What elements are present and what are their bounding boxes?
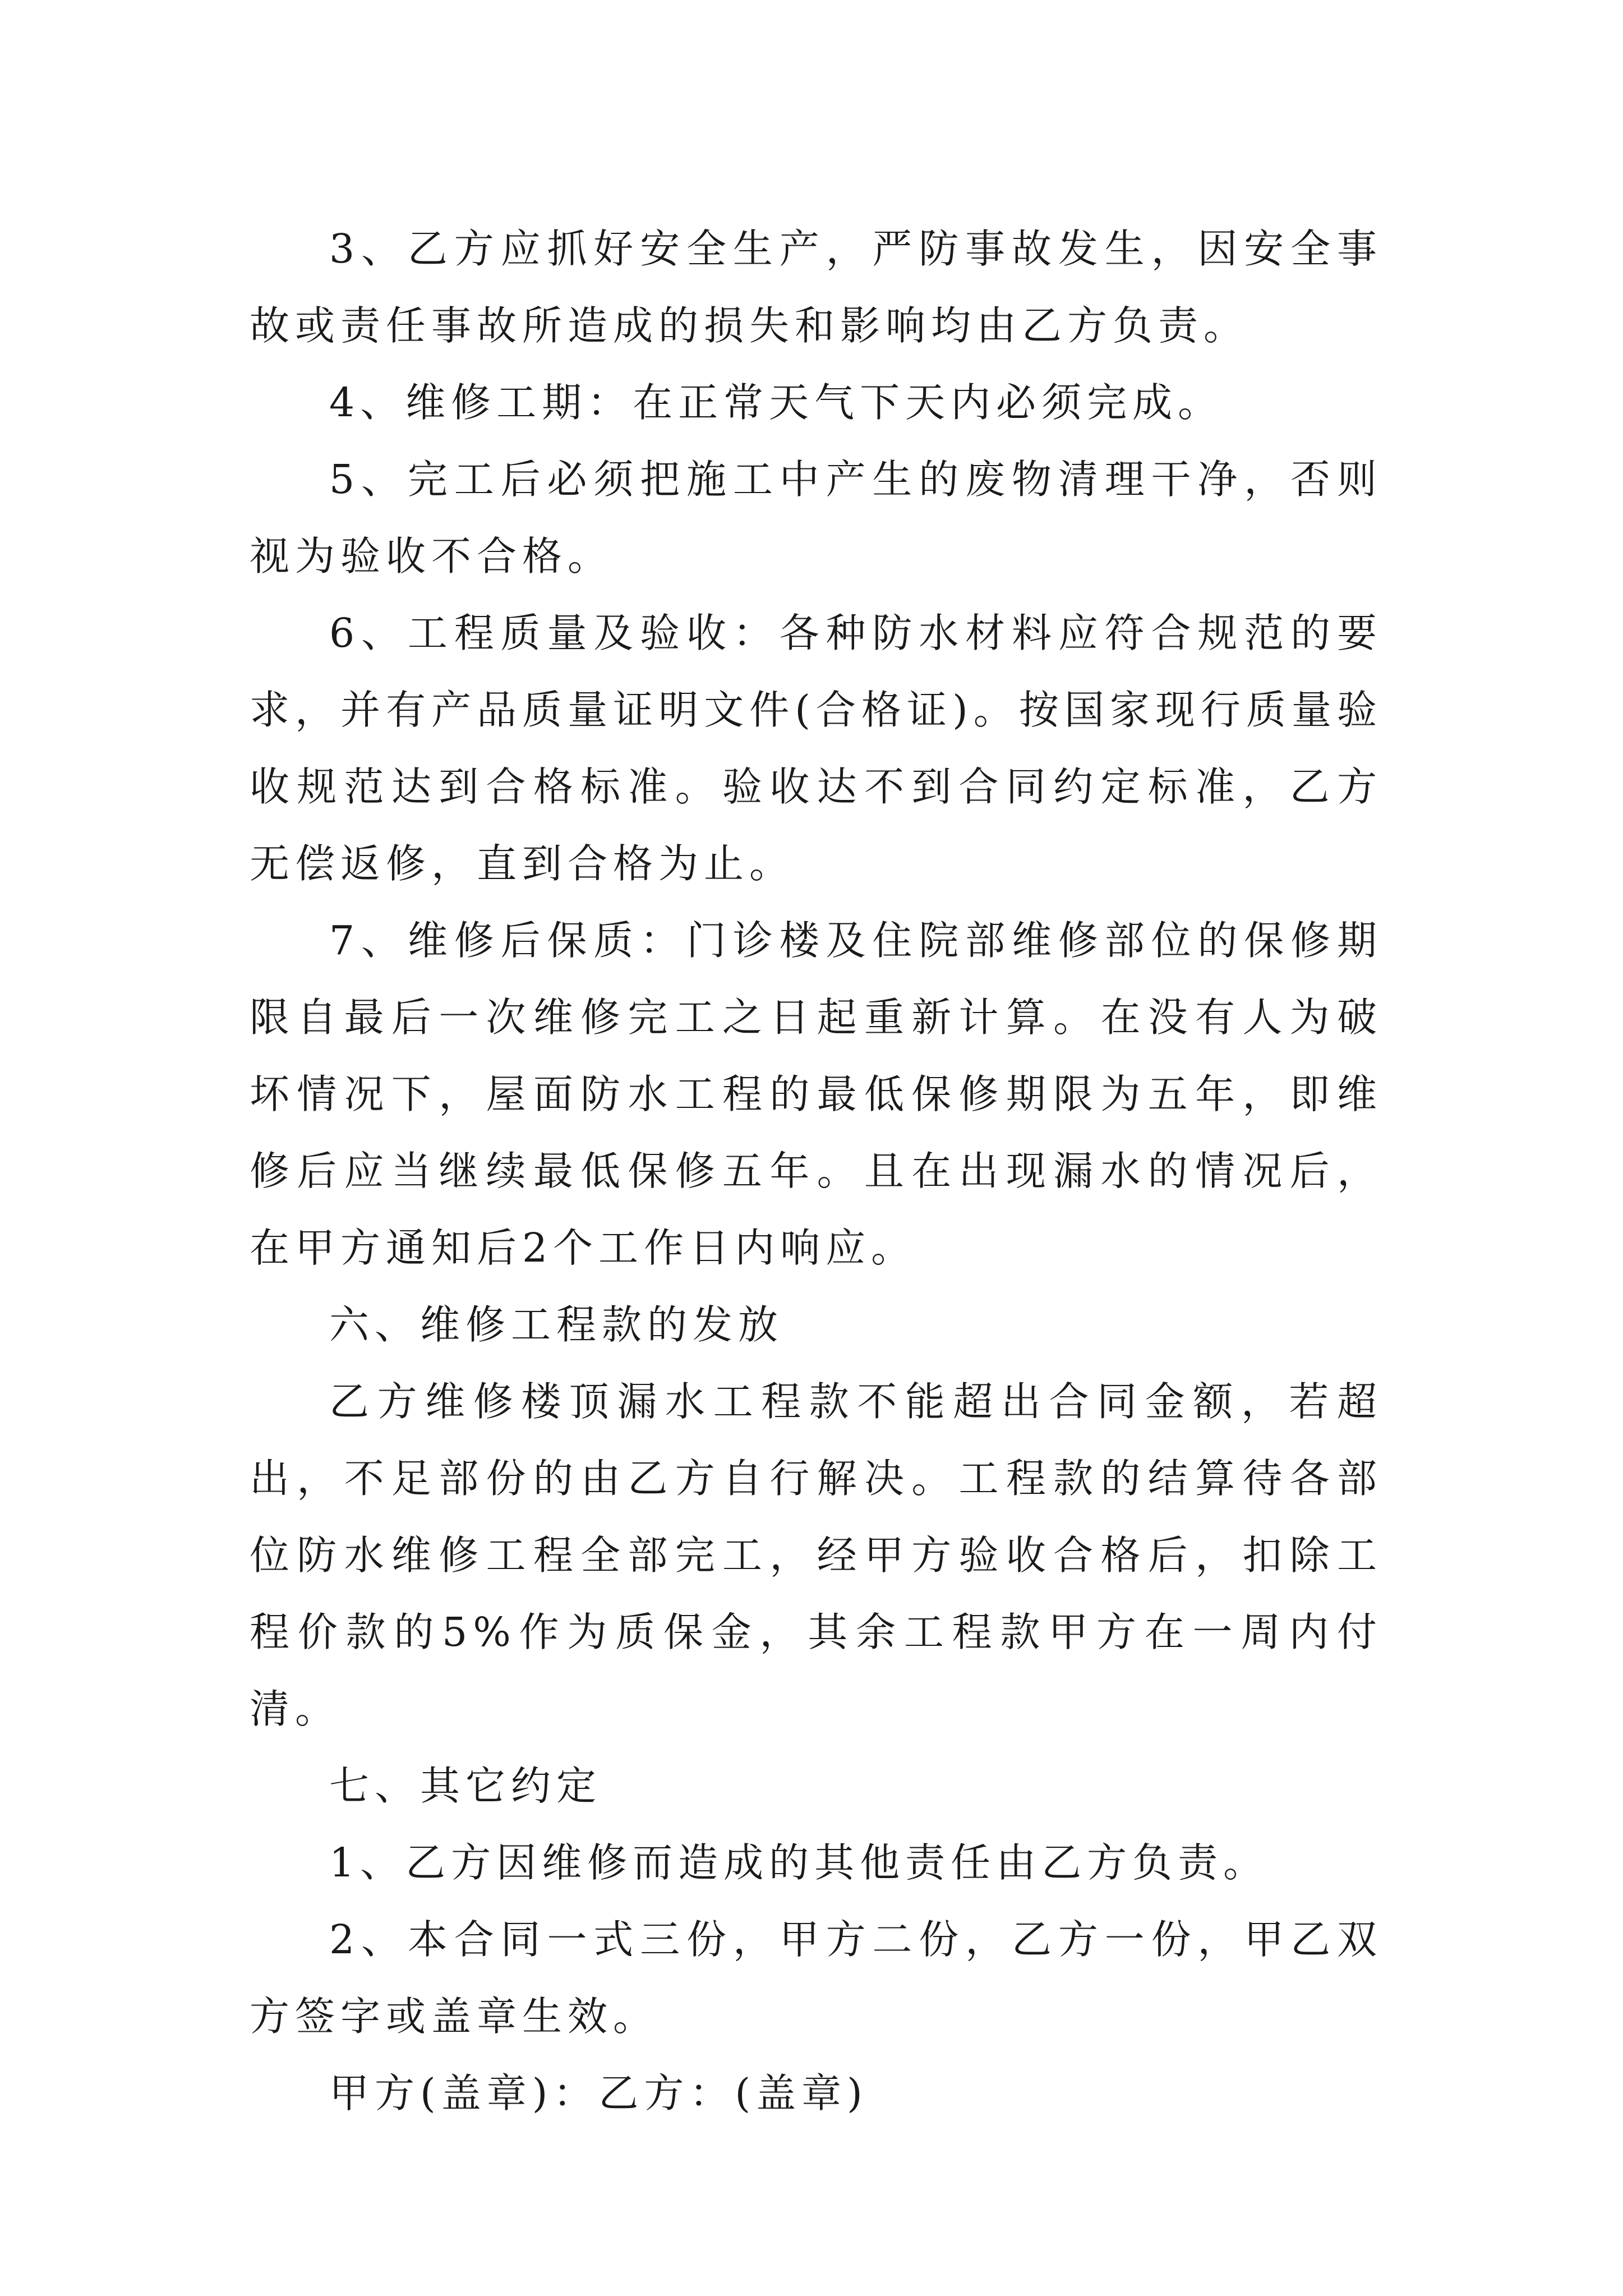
clause-4-period: 4、维修工期：在正常天气下天内必须完成。 <box>329 379 1224 426</box>
clause-5-cleanup: 5、完工后必须把施工中产生的废物清理干净，否则视为验收不合格。 <box>250 456 1382 579</box>
document-body <box>250 210 1382 2132</box>
other-clause-1: 1、乙方因维修而造成的其他责任由乙方负责。 <box>329 1839 1269 1886</box>
clause-3-safety: 3、乙方应抓好安全生产，严防事故发生，因安全事故或责任事故所造成的损失和影响均由乙方负责。 <box>250 226 1382 349</box>
clause-7-warranty: 7、维修后保质：门诊楼及住院部维修部位的保修期限自最后一次维修完工之日起重新计算。在没有人为破坏情况下，屋面防水工程的最低保修期限为五年，即维修后应当继续最低保修五年。且在出现漏水的情况后，在甲方通知后2个工作日内响应。 <box>250 917 1382 1271</box>
signature-line: 甲方(盖章)：乙方：(盖章) <box>329 2070 868 2116</box>
other-clause-2: 2、本合同一式三份，甲方二份，乙方一份，甲乙双方签字或盖章生效。 <box>250 1916 1382 2040</box>
section-6-payment: 乙方维修楼顶漏水工程款不能超出合同金额，若超出，不足部份的由乙方自行解决。工程款的结算待各部位防水维修工程全部完工，经甲方验收合格后，扣除工程价款的5%作为质保金，其余工程款甲方在一周内付清。 <box>250 1378 1382 1732</box>
section-6-heading: 六、维修工程款的发放 <box>329 1301 784 1348</box>
section-7-heading: 七、其它约定 <box>329 1763 602 1809</box>
clause-6-quality: 6、工程质量及验收：各种防水材料应符合规范的要求，并有产品质量证明文件(合格证)。按国家现行质量验收规范达到合格标准。验收达不到合同约定标准，乙方无偿返修，直到合格为止。 <box>250 610 1382 887</box>
